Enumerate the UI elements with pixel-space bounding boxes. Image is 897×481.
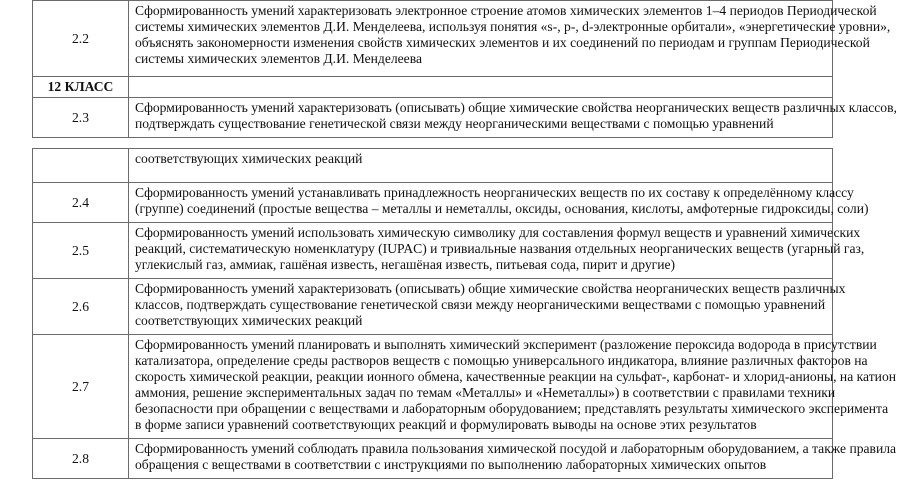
table-bottom-body: [33, 149, 897, 479]
requirement-text: [129, 279, 846, 335]
requirement-text-line: Сформированность умений устанавливать принадлежность неорганических веществ по их составу к определённому классу: [135, 185, 854, 200]
requirement-text-line: Сформированность умений соблюдать правила пользования химической посудой и лабораторным оборудованием, а также правила: [135, 441, 897, 456]
requirement-text-line: реакций, систематическую номенклатуру (IUPAC) и тривиальные названия отдельных неорганических веществ (угарный газ,: [135, 241, 865, 256]
requirement-text-line: катализатора, определение среды растворов веществ с помощью универсального индикатора, влияние различных факторов на: [135, 353, 868, 368]
row-number: 2.7: [33, 335, 129, 439]
requirement-text-line: системы химических элементов Д.И. Менделеева, используя понятия «s-, p-, d-электронные орбитали», «энергетические уровни»,: [135, 19, 891, 34]
requirement-text: [129, 223, 865, 279]
table-row: [33, 223, 833, 279]
requirement-text-line: углекислый газ, аммиак, гашёная известь, негашёная известь, питьевая сода, пирит и другие): [135, 257, 676, 272]
row-number: 2.5: [33, 223, 129, 279]
table-top-body: [33, 1, 897, 138]
requirement-text: [129, 183, 869, 223]
table-row: [33, 149, 833, 183]
requirement-text: [129, 1, 891, 77]
requirement-text-line: безопасности при обращении с веществами и лабораторным оборудованием; представлять результаты химического эксперимента: [135, 401, 889, 416]
row-number: 2.3: [33, 98, 129, 138]
requirements-table-top: [32, 0, 897, 138]
requirement-text: [129, 149, 833, 183]
requirement-text-line: Сформированность умений характеризовать (описывать) общие химические свойства неорганических веществ различных: [135, 281, 846, 296]
row-number: 2.4: [33, 183, 129, 223]
table-row: [33, 77, 833, 98]
requirement-text: [129, 98, 897, 138]
requirement-text-line: объяснять закономерности изменения свойств химических элементов и их соединений по периодам и группам Периодической: [135, 35, 870, 50]
row-number: 2.2: [33, 1, 129, 77]
row-number: 2.6: [33, 279, 129, 335]
requirements-table-bottom: [32, 148, 897, 479]
requirement-text-line: соответствующих химических реакций: [135, 151, 363, 166]
table-row: [33, 439, 833, 479]
requirement-text-line: Сформированность умений характеризовать электронное строение атомов химических элементов 1–4 периодов Периодической: [135, 3, 877, 18]
requirement-text-line: аммония, решение экспериментальных задач по темам «Металлы» и «Неметаллы») в соответствии с правилами техники: [135, 385, 836, 400]
requirement-text-line: Сформированность умений использовать химическую символику для составления формул веществ и уравнений химических: [135, 225, 861, 240]
requirement-text: [129, 439, 897, 479]
requirement-text-line: в форме записи уравнений соответствующих реакций и формулировать выводы на основе этих результатов: [135, 417, 757, 432]
table-row: [33, 183, 833, 223]
requirement-text-line: классов, подтверждать существование генетической связи между неорганическими веществами с помощью уравнений: [135, 297, 826, 312]
requirement-text-line: соответствующих химических реакций: [135, 313, 363, 328]
requirement-text-line: системы химических элементов Д.И. Менделеева: [135, 51, 422, 66]
row-number: [33, 149, 129, 183]
class-heading: 12 КЛАСС: [33, 77, 129, 98]
class-heading-empty-cell: [129, 77, 833, 98]
row-number: 2.8: [33, 439, 129, 479]
requirement-text-line: (группе) соединений (простые вещества – металлы и неметаллы, оксиды, основания, кислоты, амфотерные гидроксиды, соли): [135, 201, 869, 216]
table-row: [33, 279, 833, 335]
table-row: [33, 1, 833, 77]
requirement-text-line: Сформированность умений планировать и выполнять химический эксперимент (разложение пероксида водорода в присутствии: [135, 337, 877, 352]
requirement-text: [129, 335, 897, 439]
table-row: [33, 98, 833, 138]
requirement-text-line: Сформированность умений характеризовать (описывать) общие химические свойства неорганических веществ различных классов,: [135, 100, 897, 115]
requirement-text-line: обращения с веществами в соответствии с инструкциями по выполнению лабораторных химических опытов: [135, 457, 767, 472]
requirement-text-line: скорость химической реакции, реакции ионного обмена, качественные реакции на сульфат-, карбонат- и хлорид-анионы, на катион: [135, 369, 897, 384]
table-row: [33, 335, 833, 439]
requirement-text-line: подтверждать существование генетической связи между неорганическими веществами с помощью уравнений: [135, 116, 774, 131]
